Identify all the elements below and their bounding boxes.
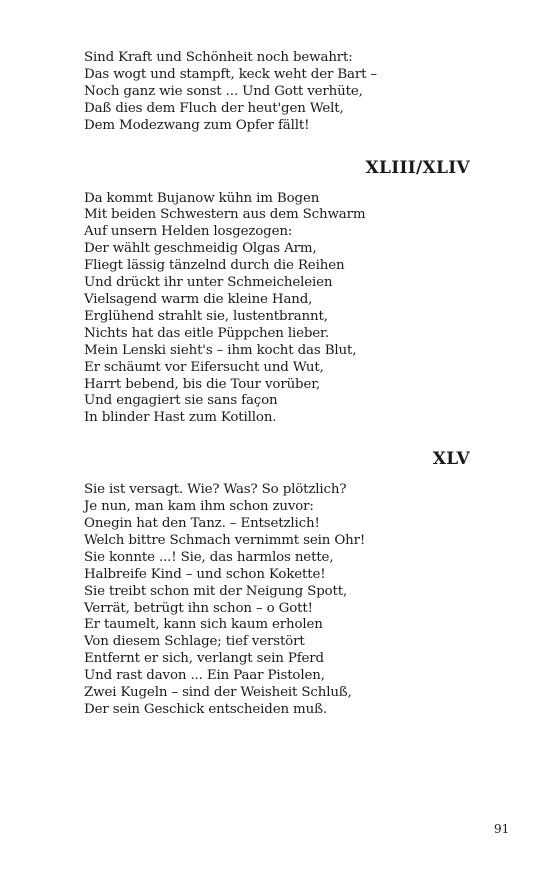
verse-line: Je nun, man kam ihm schon zuvor: bbox=[84, 499, 314, 515]
stanza-title-xlv: XLV bbox=[432, 449, 470, 470]
verse-line: Er schäumt vor Eifersucht und Wut, bbox=[84, 359, 324, 375]
verse-line: Noch ganz wie sonst ... Und Gott verhüte, bbox=[84, 83, 363, 99]
verse-line: Fliegt lässig tänzelnd durch die Reihen bbox=[84, 258, 345, 274]
verse-line: Vielsagend warm die kleine Hand, bbox=[84, 291, 313, 307]
verse-line: Der wählt geschmeidig Olgas Arm, bbox=[84, 241, 317, 257]
verse-line: Verrät, betrügt ihn schon – o Gott! bbox=[84, 600, 313, 616]
verse-line: Da kommt Bujanow kühn im Bogen bbox=[84, 190, 320, 206]
stanza-xlv bbox=[84, 482, 484, 719]
verse-line: Er taumelt, kann sich kaum erholen bbox=[84, 617, 323, 633]
page-body bbox=[84, 50, 484, 719]
verse-line: In blinder Hast zum Kotillon. bbox=[84, 410, 277, 426]
verse-line: Dem Modezwang zum Opfer fällt! bbox=[84, 117, 310, 133]
verse-line: Erglühend strahlt sie, lustentbrannt, bbox=[84, 308, 328, 324]
stanza-xliii-xliv bbox=[84, 191, 484, 428]
stanza-intro bbox=[84, 50, 484, 135]
verse-line: Mit beiden Schwestern aus dem Schwarm bbox=[84, 207, 366, 223]
verse-line: Zwei Kugeln – sind der Weisheit Schluß, bbox=[84, 685, 352, 701]
verse-line: Entfernt er sich, verlangt sein Pferd bbox=[84, 651, 324, 667]
verse-line: Der sein Geschick entscheiden muß. bbox=[84, 702, 327, 717]
verse-line: Harrt bebend, bis die Tour vorüber, bbox=[84, 376, 321, 392]
verse-line: Halbreife Kind – und schon Kokette! bbox=[84, 566, 326, 582]
verse-line: Auf unsern Helden losgezogen: bbox=[84, 224, 293, 240]
verse-line: Das wogt und stampft, keck weht der Bart – bbox=[84, 66, 377, 82]
verse-line: Welch bittre Schmach vernimmt sein Ohr! bbox=[84, 532, 366, 548]
verse-line: Nichts hat das eitle Püppchen lieber. bbox=[84, 325, 329, 341]
verse-line: Und engagiert sie sans façon bbox=[84, 393, 278, 409]
verse-line: Mein Lenski sieht's – ihm kocht das Blut, bbox=[84, 342, 357, 358]
verse-line: Sind Kraft und Schönheit noch bewahrt: bbox=[84, 50, 353, 65]
verse-line: Sie treibt schon mit der Neigung Spott, bbox=[84, 583, 348, 599]
verse-line: Und rast davon ... Ein Paar Pistolen, bbox=[84, 668, 325, 684]
verse-line: Sie konnte ...! Sie, das harmlos nette, bbox=[84, 549, 334, 565]
verse-line: Sie ist versagt. Wie? Was? So plötzlich? bbox=[84, 482, 347, 498]
verse-line: Daß dies dem Fluch der heut'gen Welt, bbox=[84, 100, 344, 116]
verse-line: Und drückt ihr unter Schmeicheleien bbox=[84, 275, 333, 291]
verse-line: Onegin hat den Tanz. – Entsetzlich! bbox=[84, 516, 320, 532]
stanza-title-xliii-xliv: XLIII/XLIV bbox=[365, 157, 470, 178]
page-number: 91 bbox=[494, 822, 510, 836]
verse-line: Von diesem Schlage; tief verstört bbox=[84, 634, 305, 650]
